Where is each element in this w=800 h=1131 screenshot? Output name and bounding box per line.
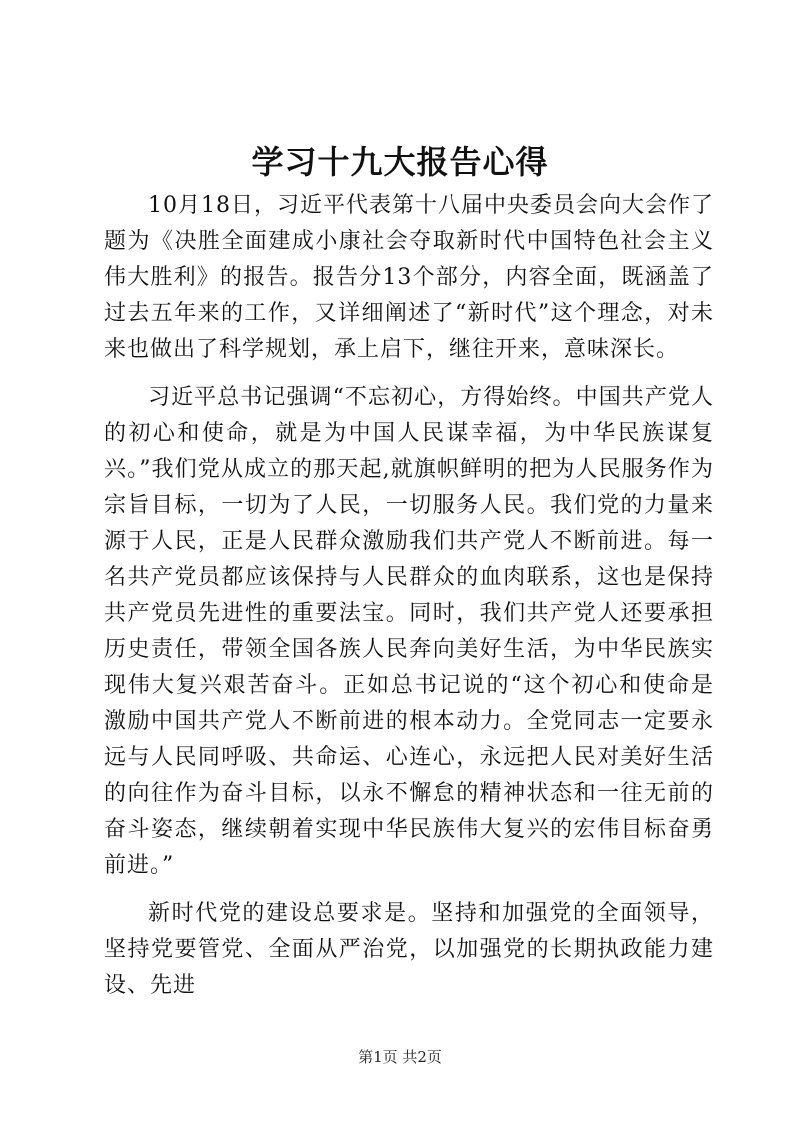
page-footer: 第1页 共2页 — [358, 1048, 442, 1066]
paragraph-3: 新时代党的建设总要求是。坚持和加强党的全面领导，坚持党要管党、全面从严治党，以加强党的长期执政能力建设、先进 — [104, 901, 714, 998]
document-title: 学习十九大报告心得 — [251, 143, 549, 181]
document-body — [104, 188, 714, 1016]
paragraph-1: 10月18日，习近平代表第十八届中央委员会向大会作了题为《决胜全面建成小康社会夺取新时代中国特色社会主义伟大胜利》的报告。报告分13个部分，内容全面，既涵盖了过去五年来的工作，又详细阐述了“新时代”这个理念，对未来也做出了科学规划，承上启下，继往开来，意味深长。 — [104, 193, 714, 362]
paragraph-2: 习近平总书记强调“不忘初心，方得始终。中国共产党人的初心和使命，就是为中国人民谋幸福，为中华民族谋复兴。”我们党从成立的那天起,就旗帜鲜明的把为人民服务作为宗旨目标，一切为了人民，一切服务人民。我们党的力量来源于人民，正是人民群众激励我们共产党人不断前进。每一名共产党员都应该保持与人民群众的血肉联系，这也是保持共产党员先进性的重要法宝。同时，我们共产党人还要承担历史责任，带领全国各族人民奔向美好生活，为中华民族实现伟大复兴艰苦奋斗。正如总书记说的“这个初心和使命是激励中国共产党人不断前进的根本动力。全党同志一定要永远与人民同呼吸、共命运、心连心，永远把人民对美好生活的向往作为奋斗目标，以永不懈怠的精神状态和一往无前的奋斗姿态，继续朝着实现中华民族伟大复兴的宏伟目标奋勇前进。” — [104, 385, 714, 878]
